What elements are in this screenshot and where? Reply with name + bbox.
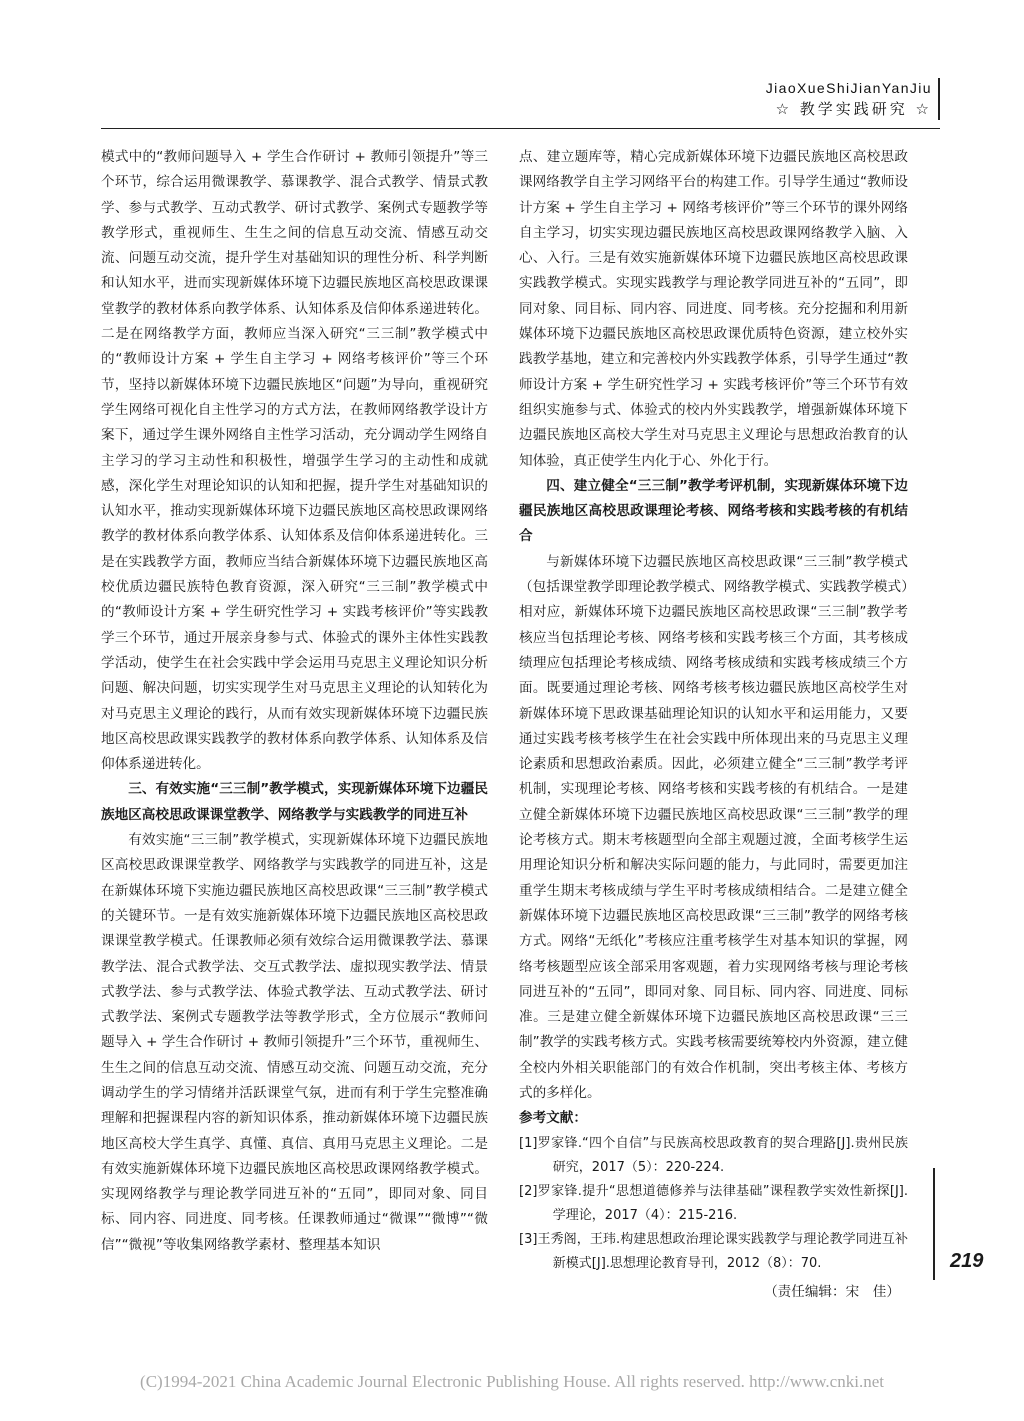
right-column bbox=[519, 145, 908, 1305]
body-paragraph: 点、建立题库等，精心完成新媒体环境下边疆民族地区高校思政课网络教学自主学习网络平台的构建工作。引导学生通过“教师设计方案 + 学生自主学习 + 网络考核评价”等三个环节的课外网络自主学习，切实实现边疆民族地区高校思政课网络教学入脑、入心、入行。三是有效实施新媒体环境下边疆民族地区高校思政课实践教学模式。实现实践教学与理论教学同进互补的“五同”，即同对象、同目标、同内容、同进度、同考核。充分挖掘和利用新媒体环境下边疆民族地区高校思政课优质特色资源，建立校外实践教学基地，建立和完善校内外实践教学体系，引导学生通过“教师设计方案 + 学生研究性学习 + 实践考核评价”等三个环节有效组织实施参与式、体验式的校内外实践教学，增强新媒体环境下边疆民族地区高校大学生对马克思主义理论与思想政治教育的认知体验，真正使学生内化于心、外化于行。 bbox=[519, 149, 908, 469]
page-number: 219 bbox=[950, 1250, 984, 1272]
copyright-footer: (C)1994-2021 China Academic Journal Electronic Publishing House. All rights reserved. http://www.cnki.net bbox=[140, 1372, 884, 1391]
section-heading: 四、建立健全“三三制”教学考评机制，实现新媒体环境下边疆民族地区高校思政课理论考核、网络考核和实践考核的有机结合 bbox=[519, 477, 908, 545]
body-paragraph: 与新媒体环境下边疆民族地区高校思政课“三三制”教学模式（包括课堂教学即理论教学模式、网络教学模式、实践教学模式）相对应，新媒体环境下边疆民族地区高校思政课“三三制”教学考核应当包括理论考核、网络考核和实践考核三个方面，其考核成绩理应包括理论考核成绩、网络考核成绩和实践考核成绩三个方面。既要通过理论考核、网络考核考核边疆民族地区高校学生对新媒体环境下思政课基础理论知识的认知水平和运用能力，又要通过实践考核考核学生在社会实践中所体现出来的马克思主义理论素质和思想政治素质。因此，必须建立健全“三三制”教学考评机制，实现理论考核、网络考核和实践考核的有机结合。一是建立健全新媒体环境下边疆民族地区高校思政课“三三制”教学的理论考核方式。期末考核题型向全部主观题过渡，全面考核学生运用理论知识分析和解决实际问题的能力，与此同时，需要更加注重学生期末考核成绩与学生平时考核成绩相结合。二是建立健全新媒体环境下边疆民族地区高校思政课“三三制”教学的网络考核方式。网络“无纸化”考核应注重考核学生对基本知识的掌握，网络考核题型应该全部采用客观题，着力实现网络考核与理论考核同进互补的“五同”，即同对象、同目标、同内容、同进度、同标准。三是建立健全新媒体环境下边疆民族地区高校思政课“三三制”教学的实践考核方式。实践考核需要统筹校内外资源，建立健全校内外相关职能部门的有效合作机制，突出考核主体、考核方式的多样化。 bbox=[519, 553, 908, 1101]
editor-note: （责任编辑：宋 佳） bbox=[764, 1283, 900, 1300]
reference-item: [3]王秀阁，王玮.构建思想政治理论课实践教学与理论教学同进互补新模式[J].思想理论教育导刊，2012（8）：70. bbox=[519, 1231, 908, 1271]
references-title: 参考文献： bbox=[519, 1110, 587, 1127]
running-header bbox=[726, 78, 940, 120]
header-rule bbox=[101, 128, 940, 129]
section-heading: 三、有效实施“三三制”教学模式，实现新媒体环境下边疆民族地区高校思政课课堂教学、网络教学与实践教学的同进互补 bbox=[101, 781, 488, 823]
reference-item: [1]罗家锋.“四个自信”与民族高校思政教育的契合理路[J].贵州民族研究，2017（5）：220-224. bbox=[519, 1135, 908, 1175]
body-paragraph: 有效实施“三三制”教学模式，实现新媒体环境下边疆民族地区高校思政课课堂教学、网络教学与实践教学的同进互补，这是在新媒体环境下实施边疆民族地区高校思政课“三三制”教学模式的关键环节。一是有效实施新媒体环境下边疆民族地区高校思政课课堂教学模式。任课教师必须有效综合运用微课教学法、慕课教学法、混合式教学法、交互式教学法、虚拟现实教学法、情景式教学法、参与式教学法、体验式教学法、互动式教学法、研讨式教学法、案例式专题教学法等教学形式，全方位展示“教师问题导入 + 学生合作研讨 + 教师引领提升”三个环节，重视师生、生生之间的信息互动交流、情感互动交流、问题互动交流，充分调动学生的学习情绪并活跃课堂气氛，进而有利于学生完整准确理解和把握课程内容的新知识体系，推动新媒体环境下边疆民族地区高校大学生真学、真懂、真信、真用马克思主义理论。二是有效实施新媒体环境下边疆民族地区高校思政课网络教学模式。实现网络教学与理论教学同进互补的“五同”，即同对象、同目标、同内容、同进度、同考核。任课教师通过“微课”“微博”“微信”“微视”等收集网络教学素材、整理基本知识 bbox=[101, 832, 488, 1253]
header-section-title: ☆ 教学实践研究 ☆ bbox=[775, 100, 932, 118]
reference-item: [2]罗家锋.提升“思想道德修养与法律基础”课程教学实效性新探[J].学理论，2017（4）：215-216. bbox=[519, 1183, 908, 1223]
page-number-rule bbox=[933, 1168, 935, 1280]
body-paragraph: 模式中的“教师问题导入 + 学生合作研讨 + 教师引领提升”等三个环节，综合运用微课教学、慕课教学、混合式教学、情景式教学、参与式教学、互动式教学、研讨式教学、案例式专题教学等教学形式，重视师生、生生之间的信息互动交流、情感互动交流、问题互动交流，提升学生对基础知识的理性分析、科学判断和认知水平，进而实现新媒体环境下边疆民族地区高校思政课课堂教学的教材体系向教学体系、认知体系及信仰体系递进转化。二是在网络教学方面，教师应当深入研究“三三制”教学模式中的“教师设计方案 + 学生自主学习 + 网络考核评价”等三个环节，坚持以新媒体环境下边疆民族地区“问题”为导向，重视研究学生网络可视化自主性学习的方式方法，在教师网络教学设计方案下，通过学生课外网络自主性学习活动，充分调动学生网络自主学习的学习主动性和积极性，增强学生学习的主动性和成就感，深化学生对理论知识的认知和把握，提升学生对基础知识的认知水平，推动实现新媒体环境下边疆民族地区高校思政课网络教学的教材体系向教学体系、认知体系及信仰体系递进转化。三是在实践教学方面，教师应当结合新媒体环境下边疆民族地区高校优质边疆民族特色教育资源，深入研究“三三制”教学模式中的“教师设计方案 + 学生研究性学习 + 实践考核评价”等实践教学三个环节，通过开展亲身参与式、体验式的课外主体性实践教学活动，使学生在社会实践中学会运用马克思主义理论知识分析问题、解决问题，切实实现学生对马克思主义理论的认知转化为对马克思主义理论的践行，从而有效实现新媒体环境下边疆民族地区高校思政课实践教学的教材体系向教学体系、认知体系及信仰体系递进转化。 bbox=[101, 149, 488, 773]
header-pinyin: JiaoXueShiJianYanJiu bbox=[765, 80, 932, 96]
left-column bbox=[101, 145, 488, 1258]
